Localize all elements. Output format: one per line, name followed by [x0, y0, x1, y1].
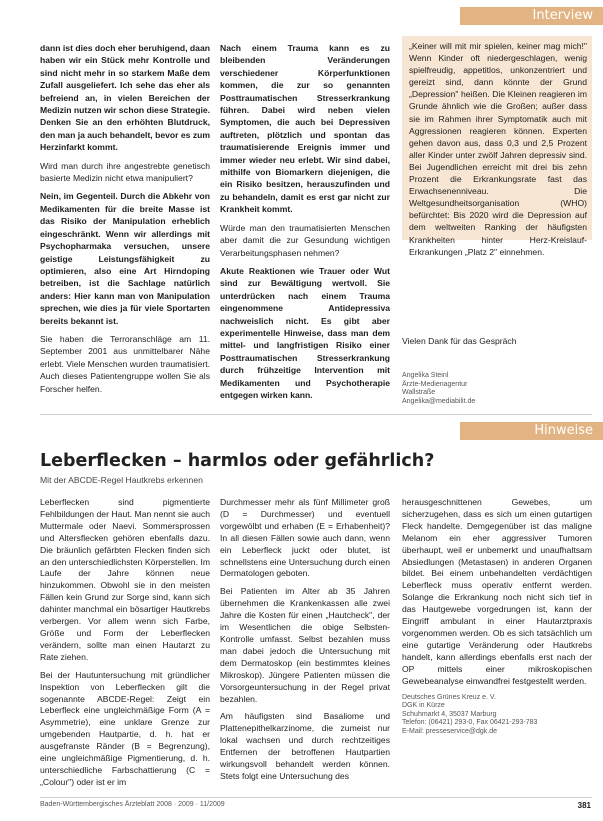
question-paragraph: Wird man durch ihre angestrebte genetisch basierte Medizin nicht etwa manipuliert?	[40, 160, 210, 184]
footer-journal: Baden-Württembergisches Ärzteblatt 2008 · 2009 · 11/2009	[40, 801, 225, 808]
footer-divider	[40, 797, 592, 798]
credit-line: Deutsches Grünes Kreuz e. V.	[402, 693, 496, 701]
article-title: Leberflecken – harmlos oder gefährlich?	[40, 451, 435, 471]
article-paragraph: Am häufigsten sind Basaliome und Plattenepithelkarzinome, die zumeist nur lokal wachsen und durch rechtzeitiges Entfernen der betroffenen Hautpartien wirkungsvoll behandelt werden können. Stets folgt eine Untersuchung des	[220, 711, 390, 781]
credit-line: Angelika Steinl	[402, 372, 449, 379]
question-paragraph: Würde man den traumatisierten Menschen aber damit die zur Gesundung wichtigen Verarbeitungsphasen nehmen?	[220, 222, 390, 258]
credit-line: Angelika@mediabilit.de	[402, 397, 476, 405]
thanks-line: Vielen Dank für das Gespräch	[402, 336, 517, 346]
article-paragraph: herausgeschnittenen Gewebes, um sicherzugehen, dass es sich um einen gutartigen Fleck handelte. Demgegenüber ist das maligne Melanom ein eher aggressiver Tumoren überhaupt, weil er unbemerkt und unaufhaltsam Absiedlungen (Metastasen) in anderen Organen bildet. Bei einem unbehandelten verdächtigen Leberfleck muss operativ entfernt werden. Solange die Erkrankung noch nicht sich tief in das Hautgewebe vorgedrungen ist, kann der Eingriff ambulant in einer Hautarztpraxis vorgenommen werden. Ob es sich tatsächlich um eine gutartige Veränderung oder Hautkrebs handelt, kann allerdings ebenfalls erst nach der OP mittels einer mikroskopischen Gewebeanalyse einwandfrei festgestellt werden.	[402, 497, 592, 686]
article-paragraph: Durchmesser mehr als fünf Millimeter groß (D = Durchmesser) und eventuell vorgewölbt und erhaben (E = Erhabenheit)? In all diesen Fällen sowie auch dann, wenn ein Leberfleck juckt oder blutet, ist schnellstens eine Untersuchung durch einen Dermatologen geboten.	[220, 497, 390, 579]
section-label: Interview	[532, 8, 593, 23]
author-credits	[402, 372, 475, 406]
answer-paragraph: Nach einem Trauma kann es zu bleibenden Veränderungen verschiedener Körperfunktionen kommen, die zur so genannten Posttraumatischen Stresserkrankung führen. Dabei wird neben vielen Symptomen, die auch bei Depressiven auftreten, plötzlich und spontan das traumatisierende Ereignis immer und immer wieder neu erlebt. Wir sind dabei, mithilfe von Biomarkern diejenigen, die ein Risiko besitzen, herauszufinden und zu behandeln, damit es erst gar nicht zur Krankheit kommt.	[220, 43, 390, 215]
credit-line: Telefon: (06421) 293-0, Fax 06421-293-783	[402, 719, 538, 727]
credit-line: Schuhmarkt 4, 35037 Marburg	[402, 710, 497, 718]
article-subtitle: Mit der ABCDE-Regel Hautkrebs erkennen	[40, 475, 203, 485]
section-divider	[40, 414, 592, 415]
credit-line: Ärzte-Medienagentur	[402, 380, 468, 388]
answer-paragraph: dann ist dies doch eher beruhigend, daan haben wir ein Stück mehr Kontrolle und sind nicht mehr in so starkem Maße dem Zufall ausgeliefert. Ich sehe das eher als befreiend an, in vielen Bereichen der Medizin nutzen wir schon diese Strategie. Denken Sie an den erhöhten Blutdruck, den man ja auch behandelt, bevor es zum Herzinfarkt kommt.	[40, 43, 211, 153]
article-paragraph: Bei Patienten im Alter ab 35 Jahren übernehmen die Krankenkassen alle zwei Jahre die Kosten für einen „Hautcheck", der im Wesentlichen die obige Selbsten-Kontrolle umfasst. Selbst bezahlen muss man dabei jedoch die Untersuchung mit dem Dermatoskop (ein bestimmtes kleines Mikroskop). Jüngere Patienten müssen die Vorsorgeuntersuchung in der Regel privat bezahlen.	[220, 586, 390, 704]
credit-line: E-Mail: presseservice@dgk.de	[402, 727, 498, 735]
article-paragraph: Leberflecken sind pigmentierte Fehlbildungen der Haut. Man nennt sie auch Muttermale oder Naevi. Sommersprossen und Altersflecken gehören ebenfalls dazu. Die bräunlich gefärbten Flecken finden sich an den unterschiedlichsten Körperstellen. Im Laufe der Jahre können neue hinzukommen. Obwohl sie in den meisten Fällen kein Grund zur Sorge sind, kann sich dahinter manchmal ein bösartiger Hautkrebs verbergen. Vor allem wenn sich Farbe, Größe und Form der Leberflecken verändern, sollte man einen Hautarzt zu Rate ziehen.	[40, 497, 210, 662]
question-paragraph: Sie haben die Terroranschläge am 11. September 2001 aus unmittelbarer Nähe erlebt. Viele Menschen wurden traumatisiert. Auch dieses Patientengruppe wollen Sie als Forscher helfen.	[40, 333, 210, 394]
interview-column-1	[40, 42, 210, 401]
article-paragraph: Bei der Hautuntersuchung mit gründlicher Inspektion von Leberflecken gilt die sogenannte ABCDE-Regel: Zeigt ein Leberfleck eine ungleichmäßige Form (A = Asymmetrie), eine unklare Grenze zur umgebenden Hautpartie, d. h. hat er ausgefranste Ränder (B = Begrenzung), eine ungleichmäßige Pigmentierung, d. h. unterschiedliche Farbschattierung (C = „Colour") oder ist er im	[40, 669, 210, 787]
article-column-1	[40, 497, 210, 795]
answer-paragraph: Nein, im Gegenteil. Durch die Abkehr von Medikamenten für die breite Masse ist das Risiko der Manipulation erheblich eingeschränkt. Wenn wir allerdings mit Psychopharmaka versuchen, unsere geistige Leistungsfähigkeit zu optimieren, also eine Art Hirndoping betreiben, ist die Sachlage natürlich anders: Hier kann man von Manipulation sprechen, wie dies ja für viele Sportarten bereits bekannt ist.	[40, 191, 210, 326]
section-label: Hinweise	[534, 423, 593, 438]
article-column-3	[402, 497, 592, 736]
article-column-2	[220, 497, 390, 789]
page-number: 381	[577, 801, 591, 810]
section-header-hinweise	[460, 422, 603, 440]
interview-column-2	[220, 42, 390, 407]
section-header-interview	[460, 7, 603, 25]
info-box-text: „Keiner will mit mir spielen, keiner mag mich!" Wenn Kinder oft niedergeschlagen, wenig spielfreudig, appetitlos, unkonzentriert und gereizt sind, dann könnte der Grund „Depression" heißen. Die Kleinen reagieren im Grunde ähnlich wie die Großen; außer dass sie im Rahmen ihrer Symptomatik auch mit Aggressionen reagieren können. Experten gehen davon aus, dass 0,3 und 2,5 Prozent aller Kinder unter zwölf Jahren depressiv sind. Bei Jugendlichen erreicht mit drei bis zehn Prozent die Erkrankungsrate fast das Erwachsenenniveau. Die Weltgesundheitsorganisation (WHO) befürchtet: Bis 2020 wird die Depression auf dem weltweiten Ranking der häufigsten Krankheiten hinter Herz-Kreislauf-Erkrankungen „Platz 2" einnehmen.	[409, 41, 587, 257]
credit-line: Wallstraße	[402, 389, 436, 397]
answer-paragraph: Akute Reaktionen wie Trauer oder Wut sind zur Bewältigung wertvoll. Sie unterdrücken nach einem Trauma eingenommene Antidepressiva nachweislich nicht. Es gibt aber experimentelle Hinweise, dass man dem mittel- und langfristigen Risiko einer Posttraumatischen Stresserkrankung durch frühzeitige Intervention mit Medikamenten und Psychotherapie entgegen wirken kann.	[220, 265, 390, 400]
source-credits	[402, 694, 592, 737]
credit-line: DGK in Kürze	[402, 702, 445, 710]
